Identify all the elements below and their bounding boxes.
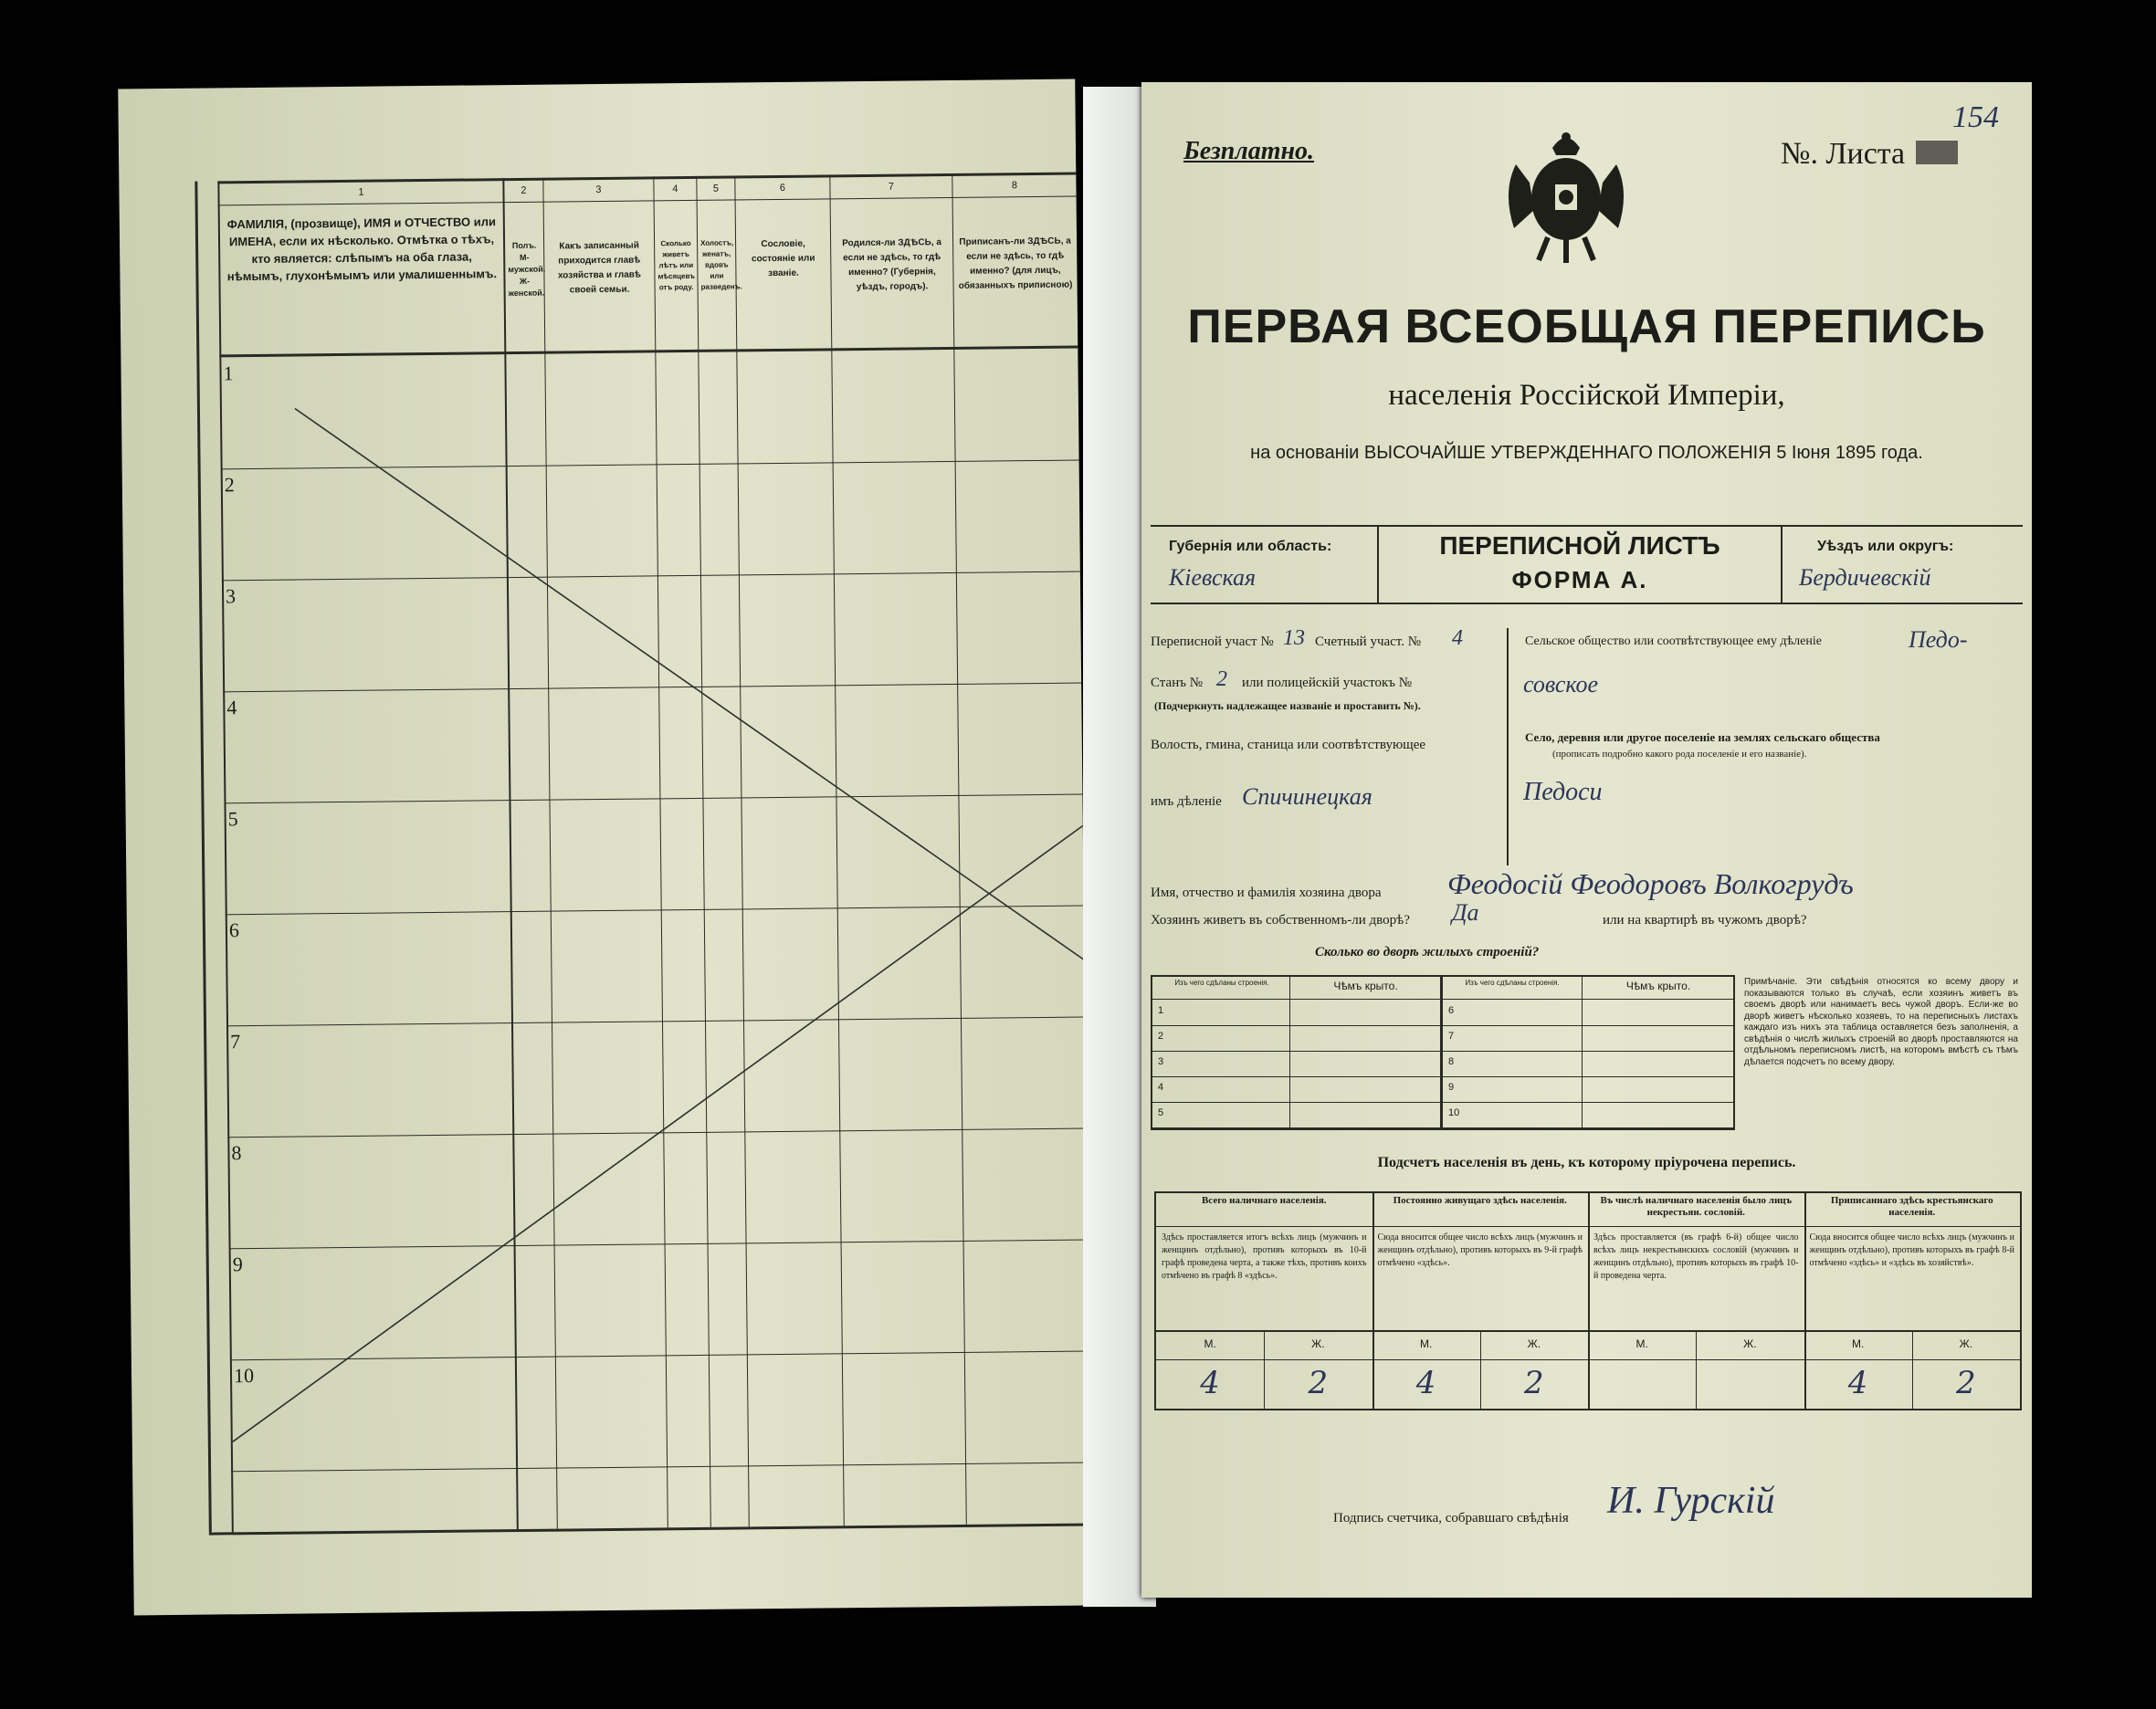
- rural-society-label: Сельское общество или соотвѣтствующее ему дѣленіе: [1525, 634, 1822, 648]
- buildings-row-rule: [1152, 1127, 1733, 1128]
- column-header-name: ФАМИЛІЯ, (прозвище), ИМЯ и ОТЧЕСТВО или ИМЕНА, если их нѣсколько. Отмѣтка о тѣхъ, кто является: слѣпымъ на оба глаза, нѣмымъ, глухонѣмымъ или умалишеннымъ.: [226, 215, 498, 284]
- imperial-eagle-emblem: [1498, 128, 1635, 265]
- sex-label: Ж.: [1311, 1337, 1325, 1350]
- left-page: [118, 79, 1090, 1616]
- row-number: 9: [232, 1253, 243, 1276]
- column-number-8: 8: [1011, 180, 1018, 192]
- population-count-table: [1154, 1191, 2022, 1410]
- count-header: Постоянно живущаго здѣсь населенія.: [1393, 1195, 1567, 1206]
- column-header-sex: Полъ. М-мужской. Ж-женской.: [508, 240, 546, 299]
- buildings-row-rule: [1152, 1102, 1733, 1103]
- buildings-row-rule: [1152, 1076, 1733, 1077]
- village-note: (прописать подробно какого рода поселеніе и его названіе).: [1552, 749, 1807, 760]
- sex-label: Ж.: [1959, 1337, 1973, 1350]
- sex-label: М.: [1419, 1337, 1433, 1350]
- stan-value: 2: [1216, 667, 1227, 691]
- count-description: Сюда вносится общее число всѣхъ лицъ (мужчинъ и женщинъ отдѣльно), противъ которыхъ въ графѣ 8-й отмѣчено «здѣсь» и «здѣсь въ хозяйствѣ».: [1809, 1232, 2014, 1268]
- right-page: [1141, 82, 2032, 1598]
- form-subtitle: ФОРМА А.: [1511, 566, 1648, 593]
- row-number: 3: [225, 584, 237, 608]
- count-description: Сюда вносится общее число всѣхъ лицъ (мужчинъ и женщинъ отдѣльно), противъ которыхъ въ 9-й графѣ отмѣчено «здѣсь».: [1377, 1232, 1583, 1268]
- buildings-note: Примѣчаніе. Эти свѣдѣнія относятся ко всему двору и показываются только въ случаѣ, если хозяинъ живетъ въ своемъ дворѣ или нанимаетъ весь чужой дворъ. Если-же во дворѣ живетъ нѣсколько хозяевъ, то на переписныхъ листахъ каждаго изъ нихъ эта таблица оставляется безъ заполненія, а свѣдѣнія о числѣ жилыхъ строеній во дворѣ проставляются на отдѣльномъ переписномъ листѣ, на которомъ вмѣстѣ съ тѣмъ дѣлается подсчетъ по всему двору.: [1744, 977, 2018, 1067]
- count-header: Приписаннаго здѣсь крестьянскаго населенія.: [1830, 1195, 1993, 1218]
- province-label: Губернія или область:: [1169, 539, 1332, 554]
- form-title: ПЕРЕПИСНОЙ ЛИСТЪ: [1439, 531, 1720, 560]
- row-number: 7: [230, 1030, 241, 1054]
- census-area-label: Переписной участ №: [1151, 634, 1274, 649]
- buildings-row-number: 10: [1448, 1107, 1460, 1118]
- rented-label: или на квартирѣ въ чужомъ дворѣ?: [1603, 913, 1807, 928]
- village-label: Село, деревня или другое поселеніе на землях сельскаго общества: [1525, 730, 1880, 744]
- column-header-marital: Холостъ, женатъ, вдовъ или разведенъ.: [700, 238, 742, 291]
- count-value: 4: [1847, 1365, 1868, 1401]
- column-header-age: Сколько живетъ лѣтъ или мѣсяцевъ отъ роду.: [657, 238, 696, 292]
- sheet-number-label: №. Листа: [1781, 137, 1906, 171]
- buildings-row-number: 3: [1158, 1056, 1164, 1067]
- count-value: 2: [1524, 1365, 1544, 1401]
- buildings-row-number: 8: [1448, 1056, 1455, 1067]
- signature-value: И. Гурскій: [1607, 1480, 1775, 1522]
- sex-label: М.: [1635, 1337, 1648, 1350]
- column-number-4: 4: [672, 183, 678, 195]
- column-number-7: 7: [888, 181, 895, 193]
- count-title: Подсчетъ населенія въ день, къ которому пріурочена перепись.: [1377, 1155, 1796, 1170]
- buildings-table: [1151, 975, 1735, 1130]
- handwritten-sheet-number: 154: [1952, 100, 1999, 134]
- count-header: Въ числѣ наличнаго населенія было лицъ некрестьян. сословій.: [1600, 1195, 1793, 1218]
- buildings-row-number: 2: [1158, 1031, 1164, 1042]
- column-header-registration: Приписанъ-ли ЗДѢСЬ, а если не здѣсь, то гдѣ именно? (для лицъ, обязанныхъ приписною): [958, 236, 1073, 291]
- sheet-number-stamp: [1916, 141, 1958, 164]
- sex-label: Ж.: [1743, 1337, 1757, 1350]
- rural-society-value-cont: совское: [1523, 671, 1599, 697]
- volost-label-cont: имъ дѣленіе: [1151, 794, 1222, 809]
- sex-label: Ж.: [1527, 1337, 1541, 1350]
- count-header: Всего наличнаго населенія.: [1201, 1195, 1327, 1206]
- count-col-rule: [1588, 1193, 1590, 1409]
- buildings-row-number: 1: [1158, 1005, 1164, 1016]
- page-subtitle: населенія Россійской Имперіи,: [1388, 379, 1785, 412]
- police-area-label: или полицейскій участокъ №: [1242, 676, 1413, 690]
- buildings-row-number: 7: [1448, 1031, 1455, 1042]
- row-number: 4: [226, 696, 237, 719]
- row-number: 6: [228, 918, 240, 942]
- own-house-value: Да: [1452, 899, 1479, 926]
- free-label: Безплатно.: [1183, 137, 1315, 165]
- sex-label: М.: [1851, 1337, 1865, 1350]
- buildings-row-number: 4: [1158, 1082, 1164, 1093]
- volost-value: Спичинецкая: [1242, 783, 1372, 810]
- page-title: ПЕРВАЯ ВСЕОБЩАЯ ПЕРЕПИСЬ: [1187, 300, 1986, 353]
- buildings-header-roof-right: Чѣмъ крыто.: [1625, 980, 1691, 992]
- row-number: 10: [233, 1364, 255, 1388]
- rural-society-value: Педо-: [1909, 626, 1968, 653]
- column-number-3: 3: [595, 183, 602, 196]
- row-number: 2: [224, 473, 235, 497]
- column-header-relation: Какъ записанный приходится главѣ хозяйства и главѣ своей семьи.: [557, 240, 641, 296]
- signature-label: Подпись счетчика, собравшаго свѣдѣнія: [1333, 1511, 1569, 1526]
- buildings-header-material-left: Изъ чего сдѣланы строенія.: [1174, 979, 1269, 987]
- census-area-value: 13: [1283, 626, 1305, 650]
- count-area-label: Счетный участ. №: [1315, 634, 1422, 649]
- buildings-row-rule: [1152, 1051, 1733, 1052]
- count-description: Здѣсь проставляется итогъ всѣхъ лицъ (мужчинъ и женщинъ отдѣльно), противъ которыхъ въ 10-й графѣ проведена черта, а также тѣхъ, противъ коихъ отмѣчено въ графѣ 8 «здѣсь».: [1162, 1232, 1367, 1281]
- owner-value: Феодосій Феодоровъ Волкогрудъ: [1447, 867, 1854, 900]
- buildings-header-roof-left: Чѣмъ крыто.: [1333, 980, 1398, 992]
- count-value: 2: [1308, 1365, 1329, 1401]
- column-number-2: 2: [521, 184, 527, 196]
- stan-label: Станъ №: [1151, 676, 1204, 690]
- column-header-estate: Сословіе, состояніе или званіе.: [751, 238, 815, 279]
- buildings-label: Сколько во дворѣ жилыхъ строеній?: [1315, 945, 1540, 959]
- column-number-5: 5: [712, 183, 720, 194]
- buildings-row-rule: [1152, 1025, 1733, 1026]
- village-value: Педоси: [1523, 778, 1603, 806]
- row-number: 1: [223, 362, 234, 385]
- district-value: Бердичевскій: [1799, 564, 1931, 591]
- row-number: 8: [231, 1141, 242, 1165]
- count-value: 2: [1956, 1365, 1976, 1401]
- underline-note: (Подчеркнуть надлежащее названіе и проставить №).: [1154, 699, 1421, 712]
- count-value: 4: [1415, 1365, 1436, 1401]
- buildings-row-number: 6: [1448, 1005, 1455, 1016]
- column-number-1: 1: [358, 186, 364, 198]
- district-label: Уѣздъ или округъ:: [1817, 539, 1954, 554]
- diagonal-strike-lines: [118, 79, 1090, 1616]
- owner-label: Имя, отчество и фамилія хозяина двора: [1151, 886, 1382, 900]
- province-value: Кіевская: [1169, 564, 1257, 591]
- legal-basis: на основаніи ВЫСОЧАЙШЕ УТВЕРЖДЕННАГО ПОЛОЖЕНІЯ 5 Іюня 1895 года.: [1250, 443, 1923, 463]
- column-number-6: 6: [779, 182, 786, 194]
- buildings-row-number: 5: [1158, 1107, 1164, 1118]
- buildings-row-number: 9: [1448, 1082, 1455, 1093]
- row-number: 5: [227, 807, 238, 831]
- sex-label: М.: [1204, 1337, 1216, 1350]
- count-value: 4: [1200, 1365, 1220, 1401]
- column-header-birthplace: Родился-ли ЗДѢСЬ, а если не здѣсь, то гдѣ именно? (Губернія, уѣздъ, городъ).: [842, 237, 942, 293]
- buildings-header-material-right: Изъ чего сдѣланы строенія.: [1465, 979, 1560, 987]
- own-house-label: Хозяинъ живетъ въ собственномъ-ли дворѣ?: [1151, 913, 1410, 928]
- count-description: Здѣсь проставляется (въ графѣ 6-й) общее число всѣхъ лицъ некрестьянскихъ сословій (мужчинъ и женщинъ отдѣльно), противъ которыхъ въ графѣ 10-й проведена черта.: [1593, 1232, 1799, 1281]
- volost-label: Волость, гмина, станица или соотвѣтствующее: [1151, 738, 1426, 752]
- count-area-value: 4: [1452, 626, 1463, 650]
